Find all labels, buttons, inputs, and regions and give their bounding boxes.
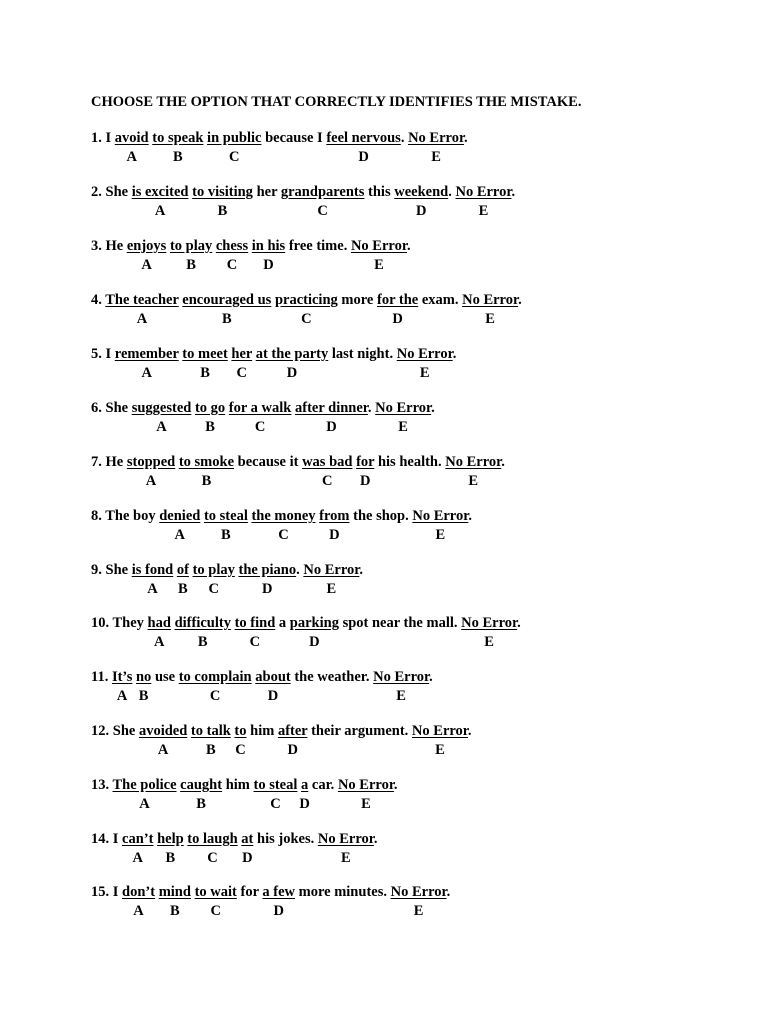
underlined-option-text: The police: [112, 777, 177, 793]
option-letter: D: [299, 796, 310, 812]
underlined-option-text: to wait: [194, 884, 237, 900]
option-letter: C: [236, 365, 247, 381]
sentence-text: .: [464, 130, 468, 146]
underlined-option-text: was bad: [302, 454, 353, 470]
option-letter: C: [210, 903, 221, 919]
option-letter: C: [317, 203, 328, 219]
underlined-option-text: no: [135, 669, 152, 685]
sentence-text: .: [429, 669, 433, 685]
option-letter: E: [374, 257, 384, 273]
option-letter: D: [287, 742, 298, 758]
question-item: [91, 722, 731, 762]
question-sentence: [91, 561, 363, 579]
sentence-text: because it: [234, 454, 303, 470]
sentence-text: .: [406, 238, 411, 254]
option-letter: A: [154, 203, 166, 219]
question-sentence: [91, 183, 515, 201]
option-letter: B: [196, 796, 206, 812]
sentence-text: 12. She: [91, 723, 139, 739]
underlined-option-text: the piano: [238, 562, 297, 578]
underlined-option-text: chess: [215, 238, 249, 254]
option-letter: D: [358, 149, 369, 165]
option-letter: B: [172, 149, 183, 165]
option-letter: B: [178, 581, 188, 597]
underlined-option-text: to laugh: [187, 831, 238, 847]
underlined-option-text: to play: [169, 238, 213, 254]
underlined-option-text: enjoys: [126, 238, 167, 254]
underlined-option-text: grandparents: [280, 184, 365, 200]
option-letter: B: [165, 850, 176, 866]
sentence-text: his jokes.: [253, 831, 318, 847]
option-letter: A: [174, 527, 186, 543]
underlined-option-text: No Error: [350, 238, 407, 254]
option-letter: A: [132, 850, 143, 866]
sentence-text: .: [359, 562, 363, 578]
underlined-option-text: to talk: [190, 723, 231, 739]
underlined-option-text: from: [319, 508, 350, 524]
option-letter: B: [206, 742, 216, 758]
underlined-option-text: a few: [262, 884, 296, 900]
sentence-text: exam.: [418, 292, 463, 308]
option-letter: B: [197, 634, 208, 650]
option-letter: C: [207, 850, 218, 866]
underlined-option-text: avoid: [114, 130, 149, 146]
option-letter: D: [286, 365, 298, 381]
sentence-text: him: [222, 777, 254, 793]
question-sentence: [91, 453, 505, 471]
underlined-option-text: No Error: [396, 346, 453, 362]
question-sentence: [91, 237, 411, 255]
underlined-option-text: No Error: [445, 454, 502, 470]
sentence-text: spot near the mall.: [338, 615, 462, 631]
underlined-option-text: help: [157, 831, 184, 847]
underlined-option-text: The teacher: [105, 292, 179, 308]
sentence-text: car.: [308, 777, 338, 793]
sentence-text: .: [468, 508, 472, 524]
sentence-text: because I: [261, 130, 327, 146]
sentence-text: 9. She: [91, 562, 132, 578]
option-letter: D: [359, 473, 371, 489]
underlined-option-text: at the party: [255, 346, 329, 362]
underlined-option-text: to play: [192, 562, 235, 578]
question-sentence: [91, 776, 398, 794]
sentence-text: .: [518, 292, 522, 308]
underlined-option-text: to go: [194, 400, 226, 416]
option-letter: C: [301, 311, 312, 327]
option-letter: E: [431, 149, 441, 165]
underlined-option-text: caught: [180, 777, 223, 793]
option-letter: A: [126, 149, 137, 165]
option-letter: A: [153, 634, 165, 650]
sentence-text: 13.: [91, 777, 113, 793]
underlined-option-text: stopped: [126, 454, 176, 470]
underlined-option-text: No Error: [461, 615, 518, 631]
underlined-option-text: feel nervous: [326, 130, 401, 146]
underlined-option-text: No Error: [408, 130, 465, 146]
option-letter: A: [133, 903, 144, 919]
option-letter: D: [326, 419, 337, 435]
underlined-option-text: avoided: [138, 723, 188, 739]
underlined-option-text: is excited: [131, 184, 189, 200]
option-letter: C: [229, 149, 240, 165]
question-item: [91, 614, 731, 654]
sentence-text: 6. She: [91, 400, 132, 416]
option-letter: E: [468, 473, 479, 489]
question-sentence: [91, 883, 450, 901]
underlined-option-text: don’t: [122, 884, 156, 900]
sentence-text: the shop.: [349, 508, 413, 524]
underlined-option-text: to smoke: [178, 454, 235, 470]
underlined-option-text: No Error: [303, 562, 360, 578]
sentence-text: .: [400, 130, 409, 146]
option-letter: A: [147, 581, 158, 597]
underlined-option-text: No Error: [390, 884, 447, 900]
option-letter: C: [249, 634, 261, 650]
option-letter: A: [136, 311, 148, 327]
sentence-text: .: [467, 723, 472, 739]
option-letter: D: [309, 634, 320, 650]
question-sentence: [91, 345, 456, 363]
sentence-text: a: [275, 615, 290, 631]
sentence-text: 3. He: [91, 238, 127, 254]
underlined-option-text: of: [176, 562, 189, 578]
sentence-text: .: [296, 562, 304, 578]
sentence-text: .: [393, 777, 398, 793]
sentence-text: their argument.: [307, 723, 412, 739]
option-letter: E: [341, 850, 351, 866]
underlined-option-text: weekend: [394, 184, 449, 200]
sentence-text: 5. I: [91, 346, 115, 362]
underlined-option-text: about: [255, 669, 291, 685]
option-letter: B: [217, 203, 228, 219]
underlined-option-text: at: [241, 831, 254, 847]
sentence-text: 11.: [91, 669, 112, 685]
option-letter: E: [326, 581, 337, 597]
question-item: [91, 668, 731, 708]
underlined-option-text: her: [231, 346, 253, 362]
underlined-option-text: had: [147, 615, 171, 631]
underlined-option-text: can’t: [122, 831, 154, 847]
underlined-option-text: the money: [251, 508, 316, 524]
option-letter: D: [262, 581, 273, 597]
question-item: [91, 776, 731, 816]
underlined-option-text: No Error: [412, 508, 469, 524]
option-letter: A: [116, 688, 128, 704]
sentence-text: more minutes.: [295, 884, 391, 900]
option-letter: A: [156, 419, 167, 435]
sentence-text: this: [364, 184, 395, 200]
option-letter: A: [139, 796, 150, 812]
underlined-option-text: to meet: [182, 346, 228, 362]
sentence-text: .: [517, 615, 521, 631]
option-letter: A: [157, 742, 169, 758]
sentence-text: his health.: [374, 454, 446, 470]
option-letter: D: [242, 850, 253, 866]
underlined-option-text: for: [356, 454, 375, 470]
underlined-option-text: No Error: [317, 831, 374, 847]
sentence-text: last night.: [328, 346, 397, 362]
option-letter: D: [329, 527, 340, 543]
sentence-text: free time.: [285, 238, 351, 254]
sentence-text: for: [236, 884, 263, 900]
sentence-text: .: [511, 184, 516, 200]
option-letter: D: [263, 257, 274, 273]
option-letter: D: [392, 311, 403, 327]
sentence-text: 1. I: [91, 130, 115, 146]
question-item: [91, 830, 731, 870]
option-letter: C: [235, 742, 246, 758]
question-sentence: [91, 614, 521, 632]
sentence-text: 15. I: [91, 884, 123, 900]
underlined-option-text: to speak: [152, 130, 204, 146]
worksheet-title: CHOOSE THE OPTION THAT CORRECTLY IDENTIFIES THE MISTAKE.: [91, 94, 582, 110]
option-letter: C: [322, 473, 333, 489]
underlined-option-text: to: [234, 723, 247, 739]
sentence-text: .: [452, 346, 457, 362]
option-letter: B: [169, 903, 180, 919]
sentence-text: 7. He: [91, 454, 127, 470]
option-letter: E: [398, 419, 408, 435]
option-letter: C: [209, 688, 221, 704]
option-letter: E: [435, 527, 446, 543]
underlined-option-text: No Error: [375, 400, 432, 416]
option-letter: A: [145, 473, 157, 489]
sentence-text: .: [431, 400, 435, 416]
option-letter: C: [270, 796, 281, 812]
underlined-option-text: No Error: [373, 669, 430, 685]
option-letter: E: [478, 203, 489, 219]
option-letter: E: [419, 365, 430, 381]
option-letter: E: [413, 903, 424, 919]
option-letter: C: [226, 257, 238, 273]
underlined-option-text: It’s: [111, 669, 133, 685]
option-letter: E: [396, 688, 406, 704]
sentence-text: .: [446, 884, 451, 900]
sentence-text: the weather.: [290, 669, 374, 685]
option-letter: E: [361, 796, 371, 812]
option-letter: B: [201, 473, 212, 489]
sentence-text: .: [367, 400, 376, 416]
option-letter: E: [484, 634, 494, 650]
sentence-text: 4.: [91, 292, 106, 308]
option-letter: E: [435, 742, 445, 758]
question-item: [91, 291, 731, 331]
question-sentence: [91, 722, 472, 740]
question-sentence: [91, 668, 433, 686]
option-letter: D: [415, 203, 427, 219]
underlined-option-text: No Error: [455, 184, 512, 200]
underlined-option-text: difficulty: [174, 615, 231, 631]
underlined-option-text: a: [301, 777, 309, 793]
underlined-option-text: for a walk: [228, 400, 292, 416]
question-sentence: [91, 129, 468, 147]
option-letter: A: [141, 365, 152, 381]
underlined-option-text: after dinner: [295, 400, 368, 416]
option-letter: C: [254, 419, 266, 435]
sentence-text: 14. I: [91, 831, 123, 847]
option-letter: D: [273, 903, 284, 919]
underlined-option-text: No Error: [462, 292, 519, 308]
question-item: [91, 237, 731, 277]
option-letter: B: [221, 527, 231, 543]
underlined-option-text: parking: [289, 615, 339, 631]
underlined-option-text: to steal: [253, 777, 298, 793]
question-item: [91, 453, 731, 493]
option-letter: C: [278, 527, 289, 543]
option-letter: B: [221, 311, 232, 327]
question-item: [91, 399, 731, 439]
underlined-option-text: to visiting: [192, 184, 253, 200]
option-letter: D: [267, 688, 279, 704]
underlined-option-text: denied: [159, 508, 201, 524]
sentence-text: .: [373, 831, 378, 847]
question-item: [91, 561, 731, 601]
underlined-option-text: encouraged us: [182, 292, 272, 308]
option-letter: E: [485, 311, 495, 327]
underlined-option-text: in his: [251, 238, 286, 254]
underlined-option-text: suggested: [131, 400, 192, 416]
underlined-option-text: in public: [207, 130, 262, 146]
question-sentence: [91, 830, 377, 848]
underlined-option-text: No Error: [337, 777, 394, 793]
sentence-text: .: [448, 184, 456, 200]
underlined-option-text: after: [277, 723, 308, 739]
sentence-text: 10. They: [91, 615, 148, 631]
sentence-text: 2. She: [91, 184, 132, 200]
question-item: [91, 345, 731, 385]
underlined-option-text: remember: [114, 346, 179, 362]
underlined-option-text: for the: [376, 292, 419, 308]
question-item: [91, 507, 731, 547]
question-sentence: [91, 399, 435, 417]
underlined-option-text: to find: [234, 615, 276, 631]
sentence-text: her: [252, 184, 281, 200]
question-item: [91, 883, 731, 923]
underlined-option-text: mind: [158, 884, 191, 900]
sentence-text: 8. The boy: [91, 508, 160, 524]
sentence-text: more: [337, 292, 377, 308]
question-sentence: [91, 291, 522, 309]
underlined-option-text: to complain: [178, 669, 252, 685]
option-letter: A: [141, 257, 152, 273]
question-sentence: [91, 507, 472, 525]
sentence-text: .: [501, 454, 505, 470]
sentence-text: him: [246, 723, 278, 739]
option-letter: B: [186, 257, 196, 273]
option-letter: B: [205, 419, 215, 435]
underlined-option-text: No Error: [411, 723, 468, 739]
sentence-text: use: [151, 669, 179, 685]
option-letter: B: [200, 365, 210, 381]
question-item: [91, 129, 731, 169]
option-letter: C: [208, 581, 219, 597]
underlined-option-text: practicing: [274, 292, 338, 308]
question-item: [91, 183, 731, 223]
underlined-option-text: to steal: [203, 508, 248, 524]
underlined-option-text: is fond: [131, 562, 174, 578]
option-letter: B: [138, 688, 149, 704]
